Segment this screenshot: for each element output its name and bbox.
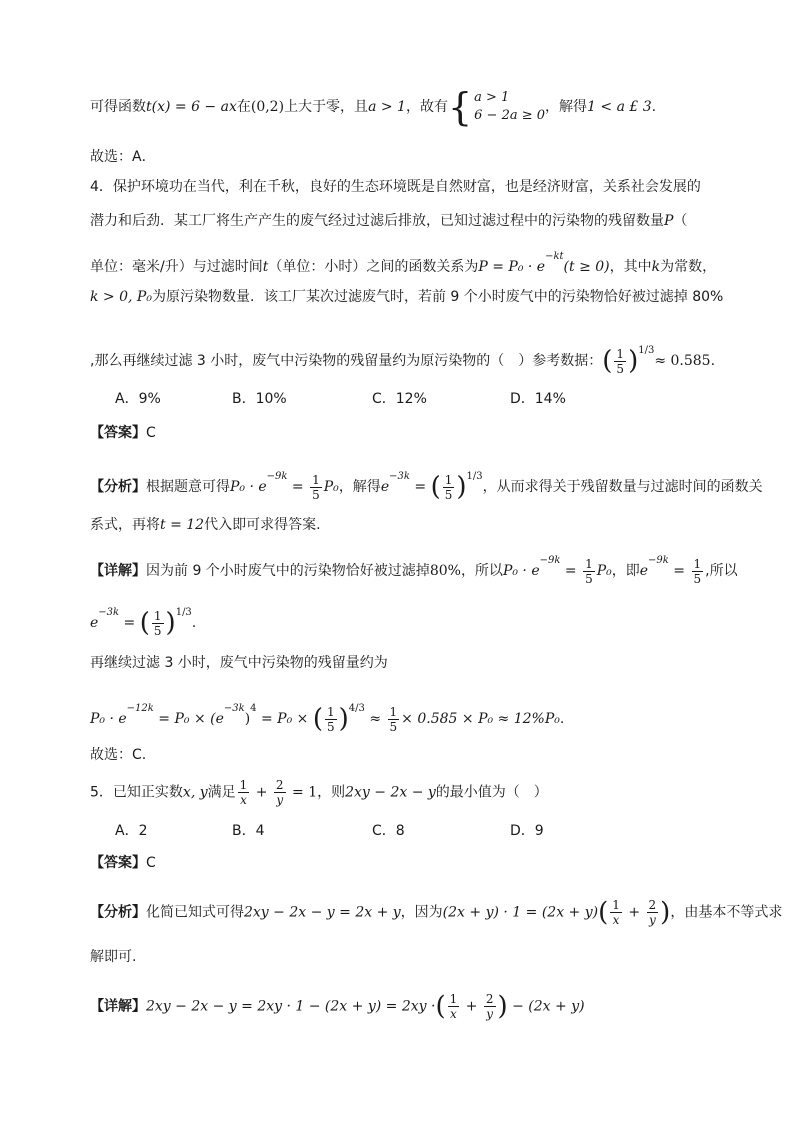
paren-left: ( [602,346,613,376]
q4-option-b: B．10% [232,391,287,407]
paren-right: ) [456,472,467,502]
q4-analysis: 【分析】根据题意可得$P_0 \cdot e^{-9k}$ = $\frac{1}{5}$ P₀，解得$e^{-3k}$ = ( $\frac{1}{5}$ )$^{1/3}$，从而求得关于残留数量与过滤时间的函数关 [90,471,763,502]
text: 5．已知正实数 [90,784,183,801]
denominator: 5 [693,571,702,586]
math: + [623,904,645,921]
math: P₀ [323,479,339,495]
math: − (2x + y) [507,998,585,1015]
q5-option-b: B．4 [232,823,265,839]
numerator: 2 [648,898,657,912]
fraction [692,557,704,586]
math: P₀ · e [502,563,540,579]
analysis-tag: 【分析】 [90,904,146,921]
paren-right: ) [628,346,639,376]
text: ，则 [317,784,346,801]
text: 上大于零，且 [284,99,369,115]
denominator: 5 [312,487,320,502]
detail-tag: 【详解】 [90,563,146,579]
math-k-cond: k > 0, P₀ [90,289,152,305]
text: 解即可. [90,949,137,965]
denominator: x [612,913,620,927]
q4-line-3 [90,246,734,278]
numerator: 1 [312,472,320,487]
inequality-system [474,89,545,125]
q4-line-5 [90,340,734,376]
text: ，所以 [460,563,503,579]
q5-stem [90,778,734,807]
text: 因为前 9 个小时废气中的污染物恰好被过滤掉 [146,563,430,579]
text: ，由基本不等式求 [670,904,783,921]
paren-right: ) [338,704,349,734]
fraction [325,705,337,734]
fraction [610,898,622,927]
math: t = 12 [160,517,205,533]
fraction [310,473,322,502]
text: 代入即可求得答案. [204,517,321,533]
fraction [614,347,626,376]
q4-detail-line-4 [90,698,734,734]
system-row-2: 6 − 2a ≥ 0 [474,108,546,123]
text: 潜力和后劲．某工厂将生产产生的废气经过过滤后排放，已知过滤过程中的污染物的残留数量 [90,213,664,229]
math-interval: (0,2) [250,99,285,115]
detail-tag: 【详解】 [90,998,146,1015]
paren-left: ( [312,704,323,734]
q4-detail-line-3 [90,652,734,674]
line-choose-a [90,146,734,168]
q5-answer [90,852,734,874]
denominator: y [276,793,284,807]
denominator: y [648,913,656,927]
numerator: 2 [275,778,284,792]
text: ，故有 [405,99,448,115]
text: ，其中 [609,259,652,275]
line-function-condition [90,85,734,129]
text: 再继续过滤 3 小时，废气中污染物的残留量约为 [90,655,388,671]
numerator: 1 [693,556,702,571]
text: 满足 [207,784,236,801]
fraction [238,778,250,807]
numerator: 1 [585,556,593,571]
text: 4．保护环境功在当代，利在千秋，良好的生态环境既是自然财富，也是经济财富，关系社会发展的 [90,179,701,195]
math-exponent: 1/3 [175,607,192,618]
denominator: 5 [616,361,625,376]
math: = P₀ × (e [153,711,224,727]
text: ，解得 [338,479,381,495]
text: 单位：毫米/升）与过滤时间 [90,259,263,275]
numerator: 1 [239,778,248,792]
q5-option-d: D．9 [510,823,544,839]
math: ) [244,711,251,727]
denominator: x [450,1007,457,1021]
q4-option-d: D．14% [510,391,566,407]
system-row-1: a > 1 [474,90,510,105]
text: （ [673,213,688,229]
denominator: 5 [444,487,453,502]
numerator: 1 [444,472,453,487]
math: x, y [182,784,208,801]
math-exponent: −12k [126,703,154,714]
math: e [639,563,649,579]
fraction [152,609,164,638]
answer-tag: 【答案】 [90,855,146,871]
paren-left: ( [435,991,446,1022]
math-exponent: −3k [223,703,245,714]
math: e [90,615,99,631]
q4-line-2 [90,210,734,232]
fraction [274,778,286,807]
math-exponent: −3k [389,471,410,482]
denominator: 5 [153,623,162,638]
text: ，即 [611,563,640,579]
q4-detail-line-2: $e^{-3k}$ = ( $\frac{1}{5}$ )$^{1/3}$. [90,607,197,638]
math-func: t(x) = 6 − ax [146,99,237,115]
math-exponent: −9k [266,471,288,482]
q4-detail: 【详解】因为前 9 个小时废气中的污染物恰好被过滤掉80%，所以$P_0 \cdot e^{-9k}$ = $\frac{1}{5}$ P₀，即$e^{-9k}$ = $\frac{1}{5}$ ,所以 [90,555,738,586]
math: = 1 [287,784,318,801]
math: e [380,479,390,495]
answer-tag: 【答案】 [90,425,146,441]
text: 系式，再将 [90,517,160,533]
q4-option-a: A．9% [115,391,161,407]
q4-line-4 [90,286,734,308]
math: 2xy − 2x − y [345,784,436,801]
paren-right: ) [497,991,508,1022]
answer-value: C [146,855,156,871]
text: 的最小值为（ ） [435,784,548,801]
text: . [651,99,657,115]
text: ,所以 [705,563,738,579]
denominator: 5 [585,571,593,586]
q4-analysis-line-2 [90,514,734,536]
math: ≈ [364,711,386,727]
text: 为原污染物数量．该工厂某次过滤废气时，若前 9 个小时废气中的污染物恰好被过滤掉 80% [151,289,724,305]
text: ，解得 [545,99,588,115]
analysis-tag: 【分析】 [90,479,146,495]
math-result: 1 < a £ 3 [587,99,652,115]
denominator: y [486,1007,494,1021]
text: . [559,711,565,727]
math-exponent: −kt [545,251,564,262]
text: 在 [236,99,251,115]
numerator: 1 [616,346,625,361]
numerator: 1 [449,992,458,1006]
math-exponent: 4 [250,703,257,714]
paren-left: ( [139,608,150,638]
math-exponent: −9k [539,555,561,566]
text: 根据题意可得 [146,479,230,495]
math: + [461,998,482,1015]
paren-right: ) [660,897,671,928]
q4-line-1 [90,176,734,198]
math: 2xy − 2x − y = 2x + y [244,904,401,921]
paren-right: ) [165,608,176,638]
numerator: 1 [153,608,162,623]
text: 为常数， [660,259,717,275]
paren-left: ( [430,472,441,502]
text: . [191,615,197,631]
math-exponent: 4/3 [348,703,365,714]
numerator: 1 [389,704,398,719]
fraction [448,992,460,1021]
math-exponent: −9k [648,555,669,566]
q5-option-a: A．2 [115,823,148,839]
text: ，因为 [400,904,443,921]
math: 2xy − 2x − y = 2xy · 1 − (2x + y) = 2xy · [146,998,436,1015]
math: + [251,784,272,801]
numerator: 1 [612,898,620,912]
text: 化简已知式可得 [146,904,244,921]
math: × 0.585 × P₀ ≈ 12%P₀ [401,711,560,727]
denominator: x [240,793,247,807]
text: 故选：A． [90,149,156,165]
fraction [484,992,496,1021]
math: P₀ · e [90,711,127,727]
q4-option-c: C．12% [372,391,427,407]
q5-analysis [90,897,783,928]
text: 可得函数 [90,99,146,115]
math: P₀ · e [230,479,267,495]
numerator: 2 [485,992,494,1006]
fraction [443,473,455,502]
q4-answer [90,422,734,444]
text: （单位：小时）之间的函数关系为 [268,259,479,275]
text: ，从而求得关于残留数量与过滤时间的函数关 [482,479,763,495]
fraction [388,705,400,734]
text: . [710,353,716,369]
q4-choose [90,744,734,766]
fraction [647,898,659,927]
text: 故选：C. [90,747,147,763]
answer-value: C [146,425,156,441]
math-cond: a > 1 [368,99,406,115]
math-formula: P = P₀ · e [478,259,546,275]
math-exponent: −3k [98,607,120,618]
brace-glyph: { [447,85,473,129]
math: = P₀ × [256,711,313,727]
q5-analysis-line-2 [90,946,734,968]
math-pct: 80% [429,563,461,579]
math-t: t [262,259,269,275]
q5-option-c: C．8 [372,823,405,839]
math-approx: ≈ 0.585 [654,353,711,369]
math-eq: = [287,479,309,495]
math-p: P [664,213,674,229]
text: ,那么再继续过滤 3 小时，废气中污染物的残留量约为原污染物的（ ）参考数据： [90,353,603,369]
math-k: k [651,259,661,275]
fraction [583,557,595,586]
math-exponent: 1/3 [466,471,483,482]
q5-detail [90,992,734,1021]
denominator: 5 [327,719,335,734]
paren-left: ( [598,897,609,928]
math: P₀ [596,563,612,579]
math-exponent: 1/3 [638,345,655,356]
math-cond: (t ≥ 0) [563,259,610,275]
numerator: 1 [327,704,335,719]
math: (2x + y) · 1 = (2x + y) [442,904,599,921]
denominator: 5 [389,719,398,734]
